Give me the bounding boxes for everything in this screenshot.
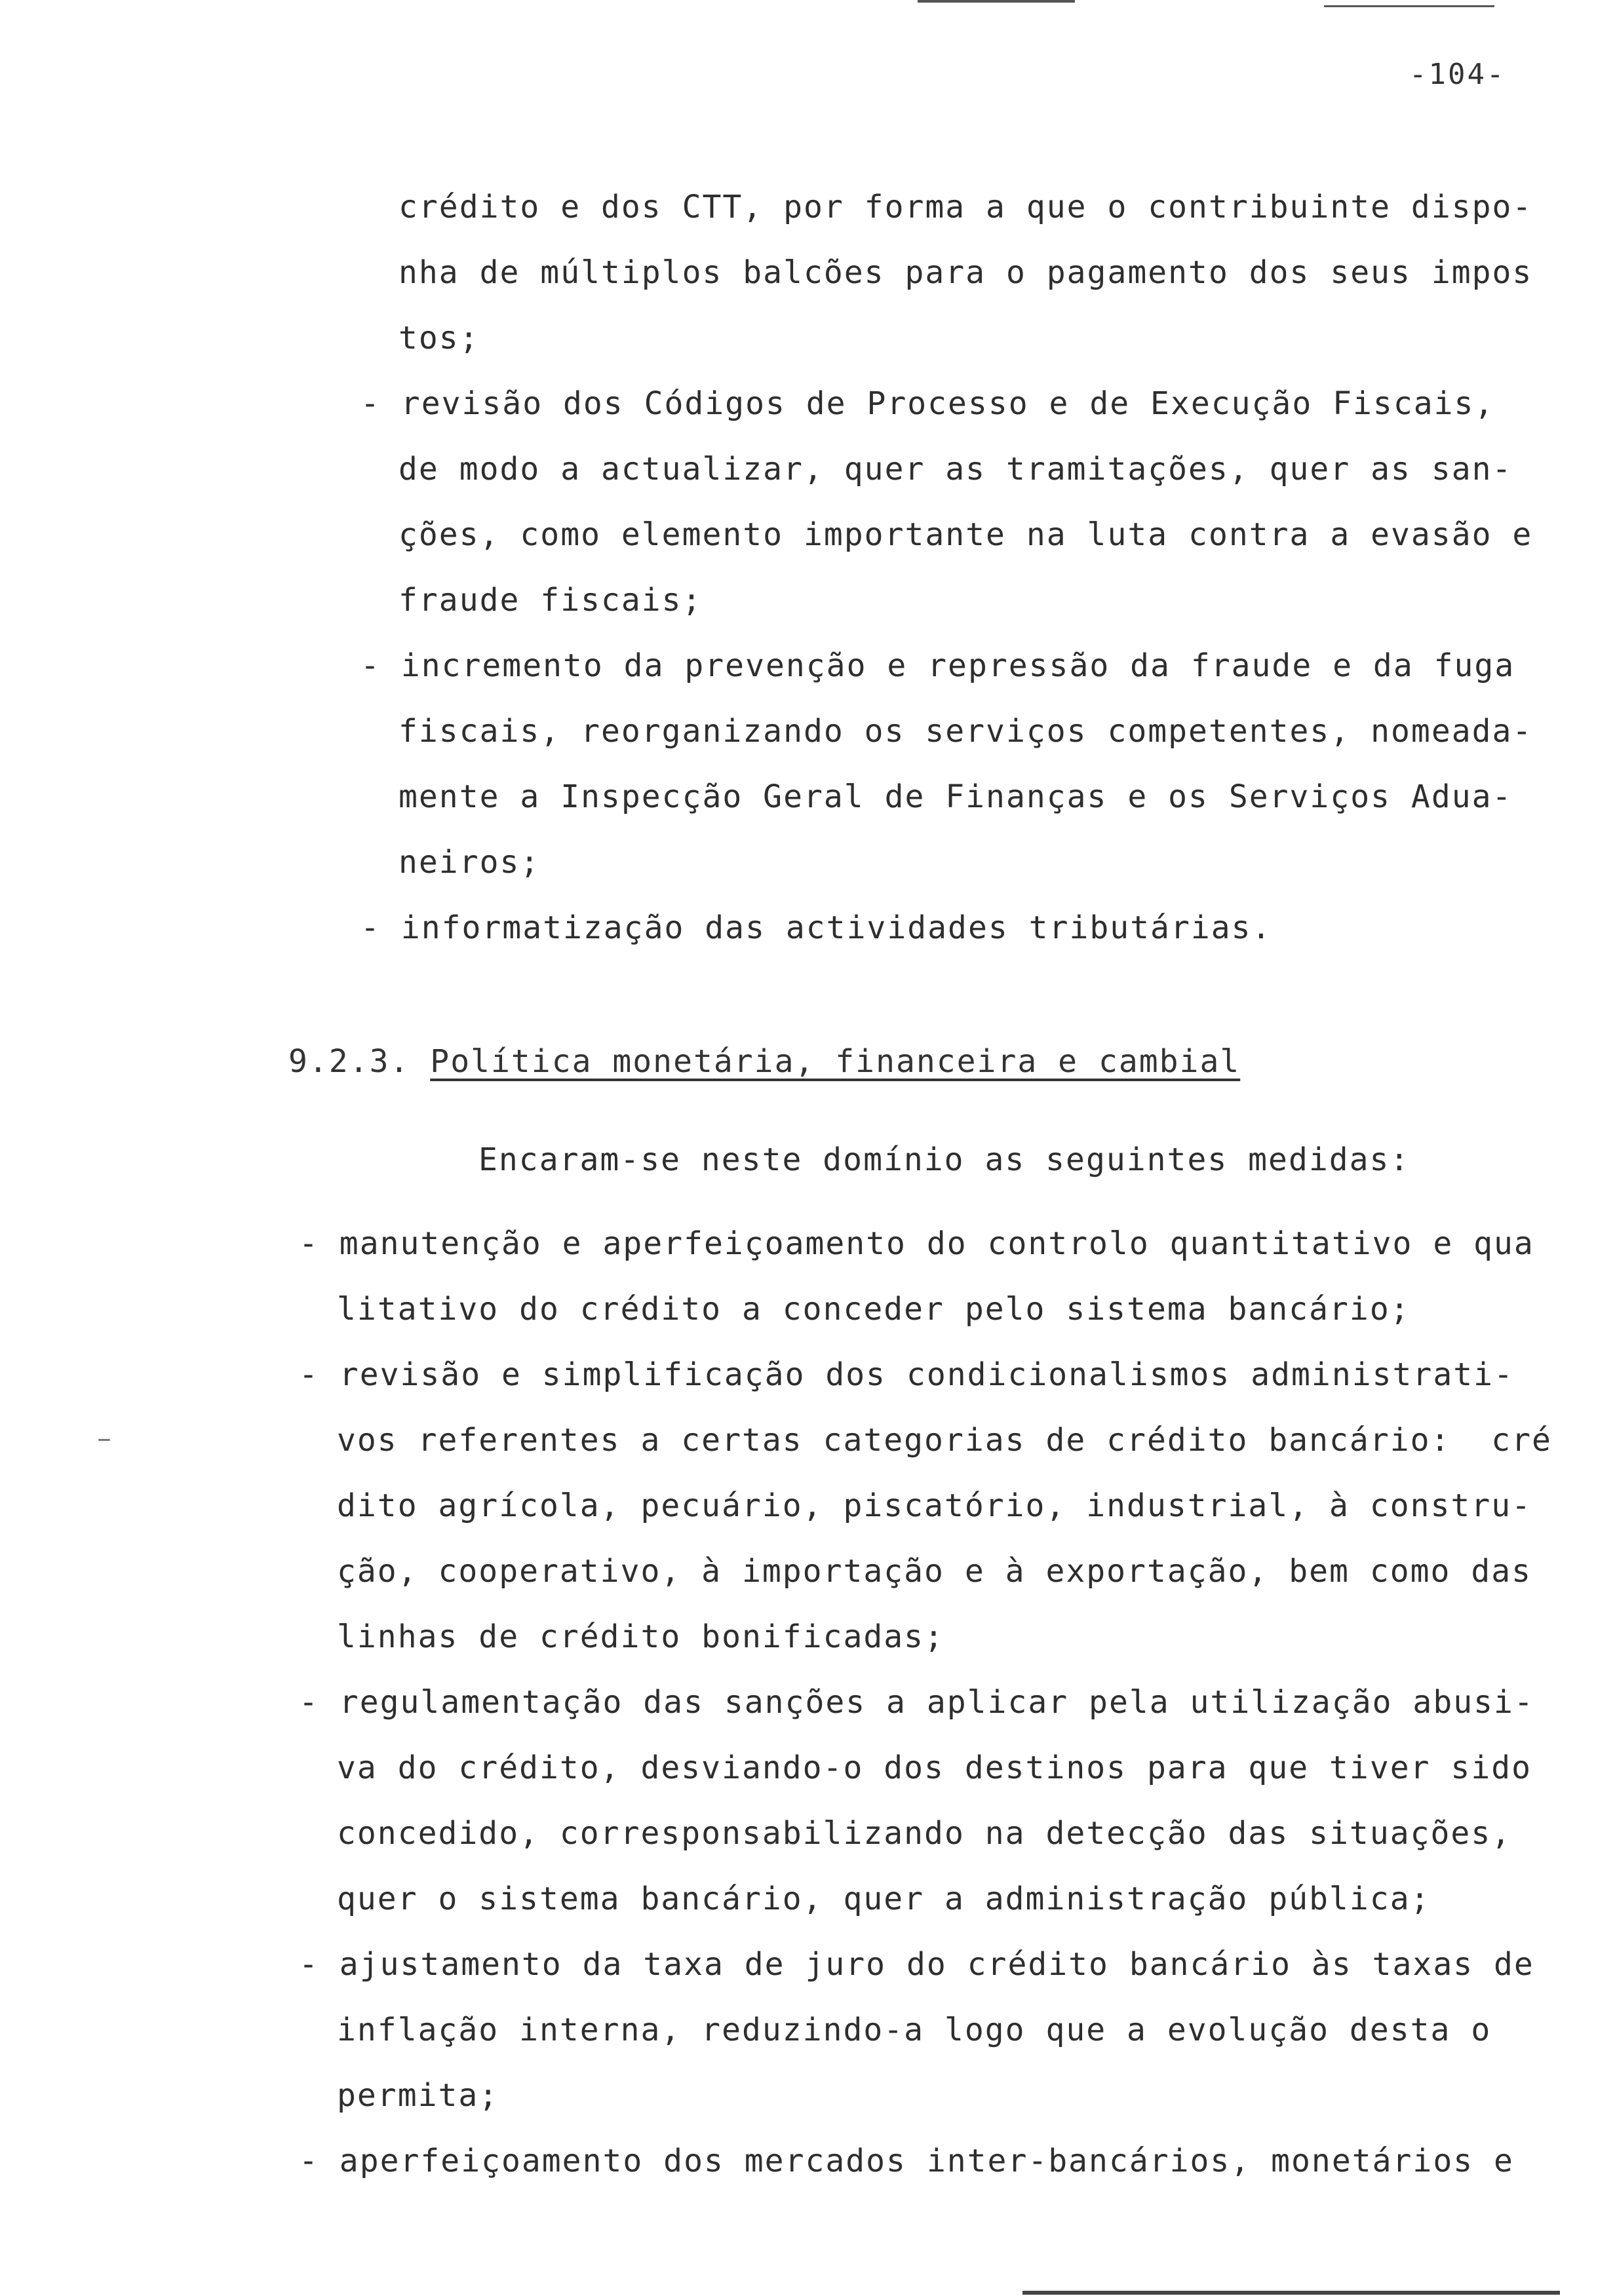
- text-line: ção, cooperativo, à importação e à exportação, bem como das: [337, 1553, 1532, 1590]
- section-number: 9.2.3.: [288, 1043, 410, 1080]
- text-line: concedido, corresponsabilizando na detecção das situações,: [337, 1815, 1512, 1852]
- text-line: tos;: [399, 320, 480, 356]
- text-line: va do crédito, desviando-o dos destinos para que tiver sido: [337, 1750, 1532, 1786]
- scan-artifact-left-margin: [98, 1439, 110, 1441]
- text-line: nha de múltiplos balcões para o pagamento dos seus impos: [399, 254, 1533, 291]
- text-line: vos referentes a certas categorias de crédito bancário: cré: [337, 1422, 1552, 1459]
- text-line: dito agrícola, pecuário, piscatório, industrial, à constru-: [337, 1487, 1532, 1524]
- text-line: fraude fiscais;: [399, 582, 703, 619]
- scan-artifact-top-left: [918, 0, 1075, 3]
- list-item: - ajustamento da taxa de juro do crédito bancário às taxas de: [299, 1946, 1534, 1983]
- list-item: - regulamentação das sanções a aplicar pela utilização abusi-: [299, 1684, 1534, 1721]
- text-line: litativo do crédito a conceder pelo sistema bancário;: [337, 1291, 1411, 1328]
- list-item: - informatização das actividades tributárias.: [360, 909, 1272, 946]
- text-line: neiros;: [399, 844, 541, 881]
- list-item: - manutenção e aperfeiçoamento do controlo quantitativo e qua: [299, 1225, 1534, 1262]
- text-line: ções, como elemento importante na luta contra a evasão e: [399, 516, 1533, 553]
- paragraph-intro: Encaram-se neste domínio as seguintes medidas:: [478, 1141, 1411, 1178]
- scan-artifact-top-right: [1324, 5, 1494, 7]
- text-line: inflação interna, reduzindo-a logo que a evolução desta o: [337, 2012, 1492, 2048]
- list-item: - incremento da prevenção e repressão da fraude e da fuga: [360, 647, 1515, 684]
- list-item: - aperfeiçoamento dos mercados inter-bancários, monetários e: [299, 2143, 1514, 2179]
- list-item: - revisão e simplificação dos condicionalismos administrati-: [299, 1356, 1514, 1393]
- section-title: Política monetária, financeira e cambial: [430, 1043, 1241, 1080]
- text-line: quer o sistema bancário, quer a administração pública;: [337, 1881, 1431, 1917]
- page-number: -104-: [1409, 58, 1506, 91]
- section-heading: [288, 1042, 1240, 1081]
- text-line: de modo a actualizar, quer as tramitações, quer as san-: [399, 451, 1513, 488]
- list-item: - revisão dos Códigos de Processo e de Execução Fiscais,: [360, 385, 1495, 422]
- text-line: permita;: [337, 2077, 499, 2114]
- text-line: mente a Inspecção Geral de Finanças e os Serviços Adua-: [399, 778, 1513, 815]
- text-line: linhas de crédito bonificadas;: [337, 1618, 944, 1655]
- text-line: fiscais, reorganizando os serviços competentes, nomeada-: [399, 713, 1533, 750]
- text-line: crédito e dos CTT, por forma a que o contribuinte dispo-: [399, 189, 1533, 225]
- scan-artifact-bottom: [1022, 2291, 1560, 2295]
